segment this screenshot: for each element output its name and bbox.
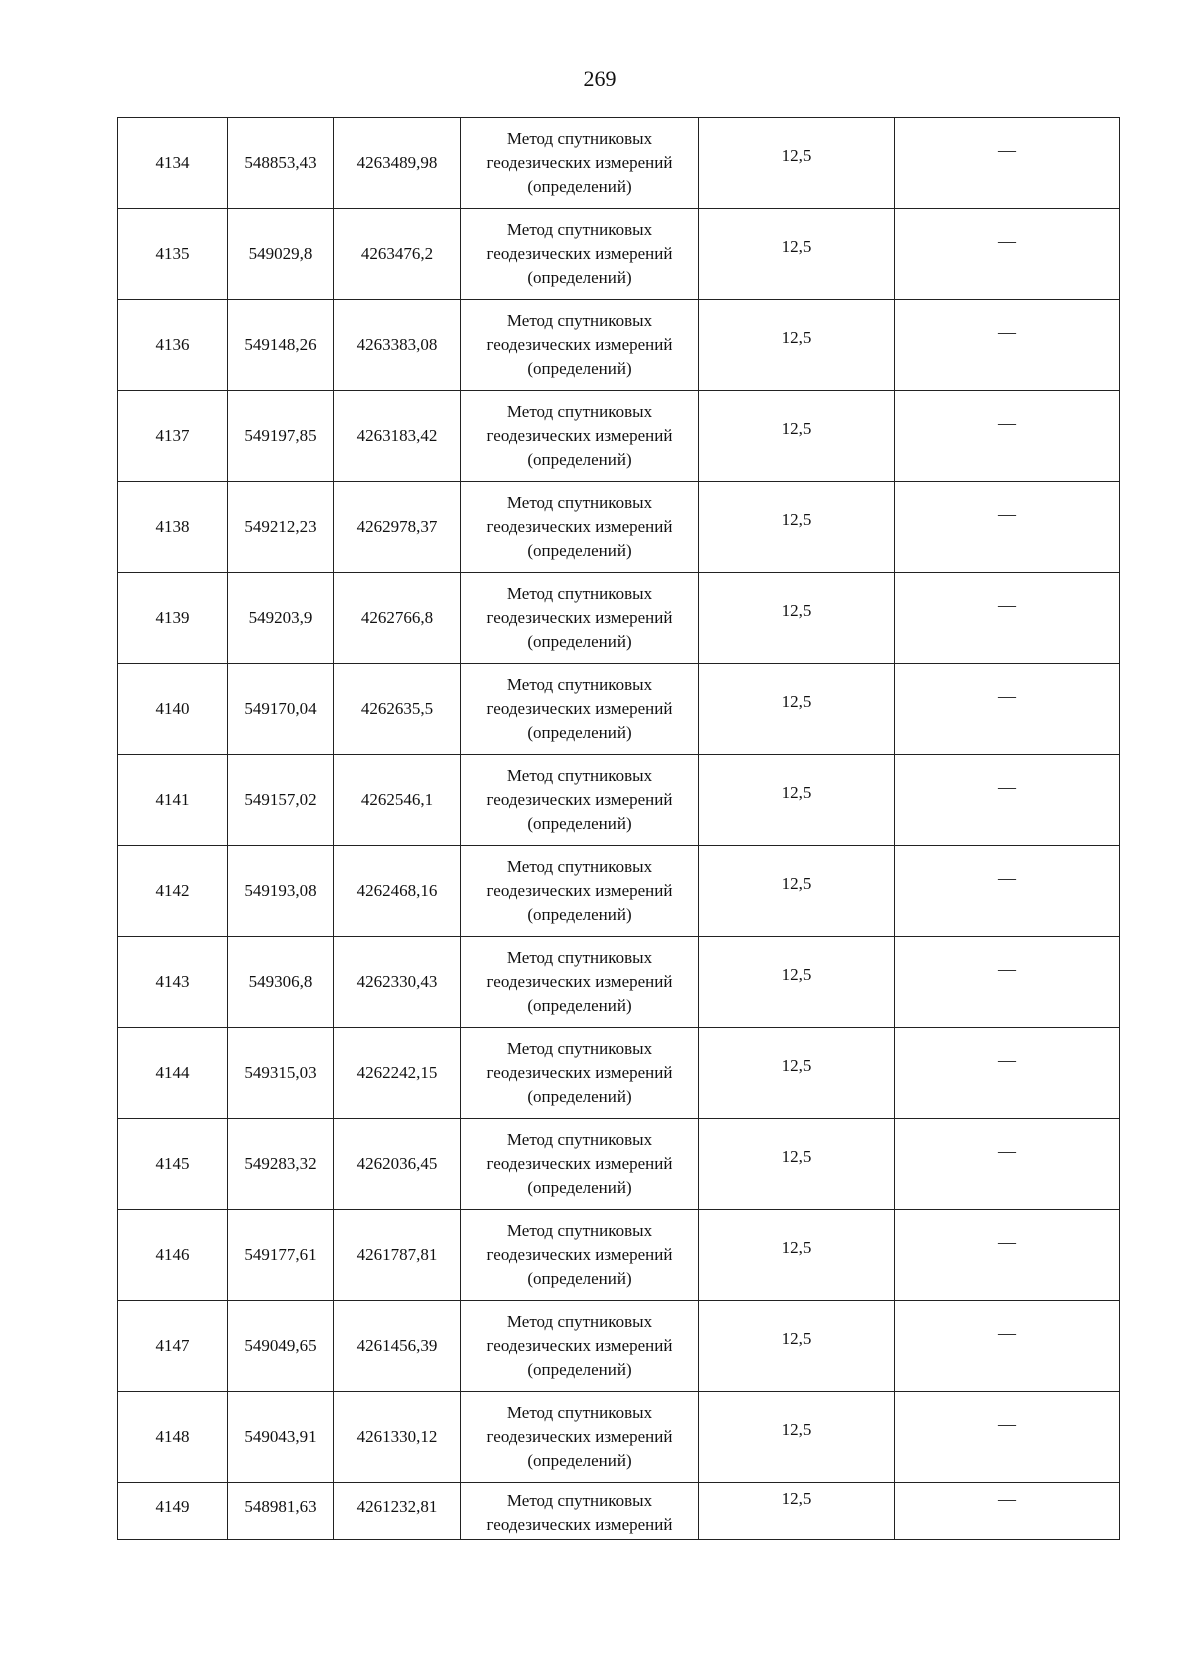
method-cell: [461, 118, 699, 209]
y-coordinate-cell: 4262242,15: [334, 1028, 461, 1119]
method-line: (определений): [527, 177, 632, 196]
accuracy-cell: 12,5: [699, 482, 895, 573]
y-coordinate-cell: 4262766,8: [334, 573, 461, 664]
accuracy-cell: 12,5: [699, 1210, 895, 1301]
x-coordinate-cell: 548981,63: [228, 1483, 334, 1540]
method-line: геодезических измерений: [486, 972, 673, 991]
y-coordinate-cell: 4262036,45: [334, 1119, 461, 1210]
point-number-cell: 4138: [118, 482, 228, 573]
method-cell: [461, 1392, 699, 1483]
point-number-cell: 4140: [118, 664, 228, 755]
x-coordinate-cell: 549193,08: [228, 846, 334, 937]
point-number-cell: 4146: [118, 1210, 228, 1301]
point-number-cell: 4149: [118, 1483, 228, 1540]
table-row: [118, 209, 1120, 300]
method-line: Метод спутниковых: [506, 1403, 653, 1422]
point-number-cell: 4142: [118, 846, 228, 937]
method-line: Метод спутниковых: [506, 1221, 653, 1240]
table-row: [118, 755, 1120, 846]
accuracy-cell: 12,5: [699, 1119, 895, 1210]
method-line: геодезических измерений: [486, 244, 673, 263]
method-cell: [461, 1301, 699, 1392]
method-line: Метод спутниковых: [506, 1130, 653, 1149]
note-cell: —: [895, 482, 1120, 573]
method-cell: [461, 573, 699, 664]
method-line: геодезических измерений: [486, 790, 673, 809]
table-row: [118, 573, 1120, 664]
method-line: (определений): [527, 1178, 632, 1197]
note-cell: —: [895, 573, 1120, 664]
accuracy-cell: 12,5: [699, 1483, 895, 1540]
table-row: [118, 1210, 1120, 1301]
y-coordinate-cell: 4261330,12: [334, 1392, 461, 1483]
method-line: Метод спутниковых: [506, 675, 653, 694]
method-line: геодезических измерений: [486, 1336, 673, 1355]
method-line: геодезических измерений: [486, 608, 673, 627]
x-coordinate-cell: 549315,03: [228, 1028, 334, 1119]
accuracy-cell: 12,5: [699, 755, 895, 846]
method-line: Метод спутниковых: [506, 948, 653, 967]
note-cell: —: [895, 846, 1120, 937]
note-cell: —: [895, 1028, 1120, 1119]
method-line: геодезических измерений: [486, 426, 673, 445]
table-row: [118, 1392, 1120, 1483]
accuracy-cell: 12,5: [699, 664, 895, 755]
accuracy-cell: 12,5: [699, 209, 895, 300]
note-cell: —: [895, 391, 1120, 482]
note-cell: —: [895, 1483, 1120, 1540]
method-cell: [461, 1210, 699, 1301]
method-line: (определений): [527, 632, 632, 651]
method-line: Метод спутниковых: [506, 766, 653, 785]
method-line: (определений): [527, 1087, 632, 1106]
table-row: [118, 482, 1120, 573]
method-line: геодезических измерений: [486, 1515, 673, 1534]
method-line: (определений): [527, 359, 632, 378]
point-number-cell: 4136: [118, 300, 228, 391]
method-cell: [461, 482, 699, 573]
x-coordinate-cell: 549029,8: [228, 209, 334, 300]
accuracy-cell: 12,5: [699, 118, 895, 209]
x-coordinate-cell: 549170,04: [228, 664, 334, 755]
table-row: [118, 937, 1120, 1028]
accuracy-cell: 12,5: [699, 1028, 895, 1119]
accuracy-cell: 12,5: [699, 573, 895, 664]
y-coordinate-cell: 4262468,16: [334, 846, 461, 937]
method-cell: [461, 391, 699, 482]
method-line: Метод спутниковых: [506, 220, 653, 239]
point-number-cell: 4144: [118, 1028, 228, 1119]
coordinates-table-body: [118, 118, 1120, 1540]
method-line: Метод спутниковых: [506, 1039, 653, 1058]
y-coordinate-cell: 4262330,43: [334, 937, 461, 1028]
method-line: геодезических измерений: [486, 881, 673, 900]
method-line: геодезических измерений: [486, 517, 673, 536]
method-line: (определений): [527, 1451, 632, 1470]
point-number-cell: 4135: [118, 209, 228, 300]
note-cell: —: [895, 1119, 1120, 1210]
x-coordinate-cell: 549306,8: [228, 937, 334, 1028]
y-coordinate-cell: 4261232,81: [334, 1483, 461, 1540]
method-cell: [461, 755, 699, 846]
accuracy-cell: 12,5: [699, 1301, 895, 1392]
method-line: Метод спутниковых: [506, 857, 653, 876]
method-line: (определений): [527, 541, 632, 560]
method-line: (определений): [527, 450, 632, 469]
table-row: [118, 846, 1120, 937]
point-number-cell: 4145: [118, 1119, 228, 1210]
method-cell: [461, 937, 699, 1028]
point-number-cell: 4143: [118, 937, 228, 1028]
note-cell: —: [895, 1210, 1120, 1301]
note-cell: —: [895, 1301, 1120, 1392]
method-line: геодезических измерений: [486, 153, 673, 172]
method-line: (определений): [527, 905, 632, 924]
method-line: (определений): [527, 723, 632, 742]
table-row: [118, 1483, 1120, 1540]
method-line: (определений): [527, 1360, 632, 1379]
y-coordinate-cell: 4263383,08: [334, 300, 461, 391]
coordinates-table: [117, 117, 1120, 1540]
table-row: [118, 1119, 1120, 1210]
y-coordinate-cell: 4263183,42: [334, 391, 461, 482]
accuracy-cell: 12,5: [699, 937, 895, 1028]
method-line: Метод спутниковых: [506, 311, 653, 330]
point-number-cell: 4137: [118, 391, 228, 482]
method-cell: [461, 1483, 699, 1540]
note-cell: —: [895, 664, 1120, 755]
note-cell: —: [895, 755, 1120, 846]
method-cell: [461, 664, 699, 755]
x-coordinate-cell: 549197,85: [228, 391, 334, 482]
method-line: Метод спутниковых: [506, 1491, 653, 1510]
method-line: геодезических измерений: [486, 1245, 673, 1264]
page-number: 269: [583, 66, 617, 91]
point-number-cell: 4139: [118, 573, 228, 664]
method-line: (определений): [527, 814, 632, 833]
x-coordinate-cell: 549049,65: [228, 1301, 334, 1392]
x-coordinate-cell: 549157,02: [228, 755, 334, 846]
x-coordinate-cell: 549177,61: [228, 1210, 334, 1301]
x-coordinate-cell: 549148,26: [228, 300, 334, 391]
table-row: [118, 118, 1120, 209]
method-line: (определений): [527, 996, 632, 1015]
method-line: Метод спутниковых: [506, 1312, 653, 1331]
note-cell: —: [895, 1392, 1120, 1483]
y-coordinate-cell: 4261456,39: [334, 1301, 461, 1392]
point-number-cell: 4147: [118, 1301, 228, 1392]
x-coordinate-cell: 549212,23: [228, 482, 334, 573]
note-cell: —: [895, 209, 1120, 300]
note-cell: —: [895, 937, 1120, 1028]
accuracy-cell: 12,5: [699, 391, 895, 482]
y-coordinate-cell: 4263489,98: [334, 118, 461, 209]
method-line: (определений): [527, 268, 632, 287]
method-line: геодезических измерений: [486, 1154, 673, 1173]
note-cell: —: [895, 118, 1120, 209]
y-coordinate-cell: 4262546,1: [334, 755, 461, 846]
method-line: Метод спутниковых: [506, 493, 653, 512]
table-row: [118, 1301, 1120, 1392]
method-line: геодезических измерений: [486, 335, 673, 354]
y-coordinate-cell: 4261787,81: [334, 1210, 461, 1301]
y-coordinate-cell: 4263476,2: [334, 209, 461, 300]
table-row: [118, 391, 1120, 482]
method-line: геодезических измерений: [486, 1063, 673, 1082]
method-line: Метод спутниковых: [506, 402, 653, 421]
method-line: геодезических измерений: [486, 1427, 673, 1446]
method-line: Метод спутниковых: [506, 584, 653, 603]
point-number-cell: 4134: [118, 118, 228, 209]
point-number-cell: 4141: [118, 755, 228, 846]
table-row: [118, 300, 1120, 391]
method-cell: [461, 300, 699, 391]
y-coordinate-cell: 4262635,5: [334, 664, 461, 755]
x-coordinate-cell: 548853,43: [228, 118, 334, 209]
method-line: (определений): [527, 1269, 632, 1288]
method-cell: [461, 1028, 699, 1119]
table-row: [118, 664, 1120, 755]
x-coordinate-cell: 549203,9: [228, 573, 334, 664]
y-coordinate-cell: 4262978,37: [334, 482, 461, 573]
accuracy-cell: 12,5: [699, 300, 895, 391]
method-line: Метод спутниковых: [506, 129, 653, 148]
method-cell: [461, 209, 699, 300]
x-coordinate-cell: 549043,91: [228, 1392, 334, 1483]
accuracy-cell: 12,5: [699, 846, 895, 937]
note-cell: —: [895, 300, 1120, 391]
point-number-cell: 4148: [118, 1392, 228, 1483]
method-cell: [461, 1119, 699, 1210]
x-coordinate-cell: 549283,32: [228, 1119, 334, 1210]
table-row: [118, 1028, 1120, 1119]
method-line: геодезических измерений: [486, 699, 673, 718]
accuracy-cell: 12,5: [699, 1392, 895, 1483]
method-cell: [461, 846, 699, 937]
